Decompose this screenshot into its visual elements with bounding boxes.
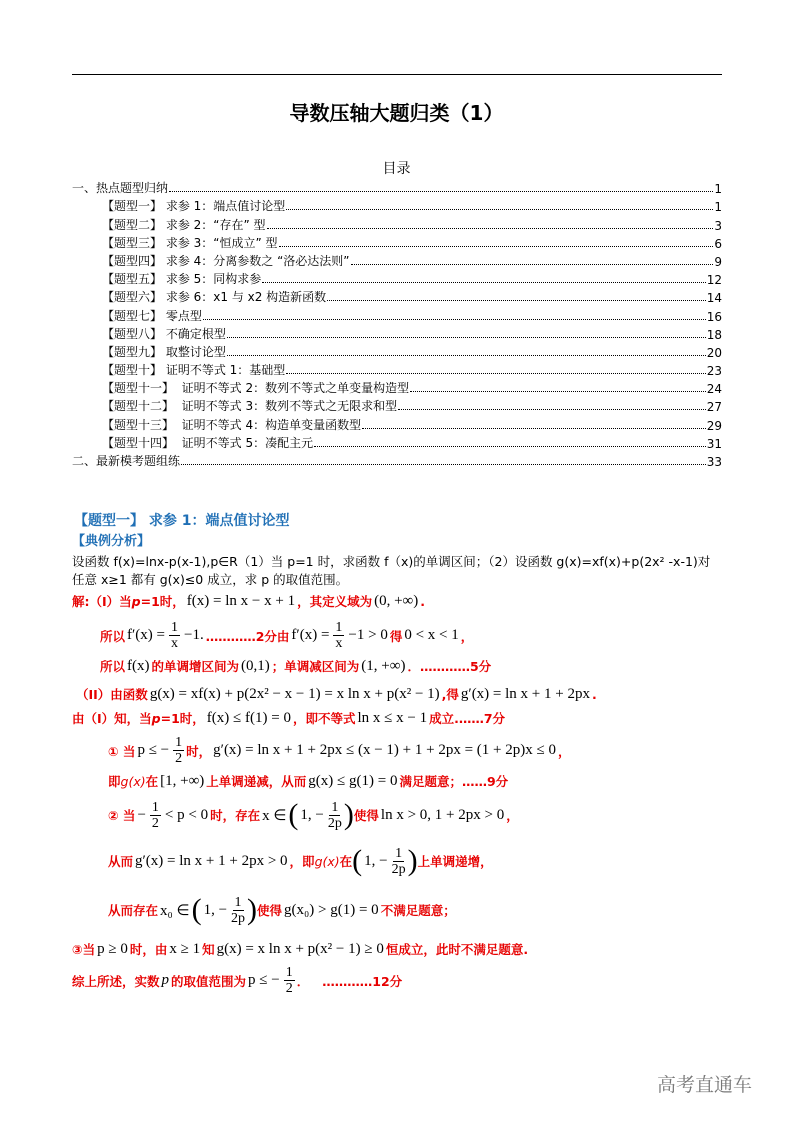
toc-page-number: 16 [706,309,722,324]
toc-entry[interactable] [72,269,722,287]
math: g′(x) = ln x + 1 + 2px ≤ (x − 1) + 1 + 2px = (1 + 2p)x ≤ 0 [213,742,556,758]
numerator: 1 [395,845,403,861]
text: 上单调递增， [417,854,493,869]
right-paren: ) [343,798,354,831]
numerator: 1 [171,620,178,635]
text: 所以 [100,628,126,644]
math: g(x₀) > g(1) = 0 [284,901,379,918]
toc-page-number: 14 [706,291,722,306]
solution-line-9 [108,844,493,878]
math: −1 > 0 [348,627,388,643]
denominator: 2p [231,910,246,926]
fraction [231,895,245,926]
numerator: 1 [331,799,339,815]
toc-entry[interactable] [72,324,722,342]
toc-page-number: 6 [714,236,722,251]
toc-entry[interactable] [72,251,722,269]
fraction [150,800,161,831]
toc-leader-dots [286,209,713,210]
text: 的单调增区间为 [151,659,240,674]
toc-leader-dots [279,246,714,247]
text: 成立.……7分 [429,711,506,726]
text: ，即不等式 [292,711,356,726]
toc-entry-label: 【题型四】 求参 4：分离参数之 “洛必达法则” [102,253,350,268]
section-heading: 【题型一】 求参 1：端点值讨论型 [74,513,290,529]
fraction [328,800,342,831]
text: ② 当 [108,808,136,823]
math: 1, − [203,901,228,918]
math: < p < 0 [164,806,209,823]
toc-leader-dots [362,428,706,429]
text: 在 [145,774,159,789]
math: −1. [184,627,204,643]
denominator: 2p [327,815,342,831]
toc-entry-label: 【题型六】 求参 6：x1 与 x2 构造新函数 [102,290,327,305]
solution-line-11 [72,940,528,958]
subsection-heading: 【典例分析】 [72,534,151,549]
toc-page-number: 23 [706,364,722,379]
text: 即 [108,774,121,789]
toc-entry-label: 【题型十四】 证明不等式 5：凑配主元 [102,435,314,450]
text: 从而存在 [108,903,159,918]
text: ③当 [72,942,96,957]
math: p [161,972,170,988]
toc-leader-dots [410,391,706,392]
toc-page-number: 29 [706,418,722,433]
text: 由（I）知，当 [72,711,152,726]
solution-line-7 [108,772,508,790]
math: f(x) [127,657,150,674]
text: ． …………12分 [296,973,403,989]
problem-line-1: 设函数 f(x)=lnx-p(x-1),p∈R（1）当 p=1 时，求函数 f（x)的单调区间；（2）设函数 g(x)=xf(x)+p(2x² -x-1)对 [72,554,711,569]
toc-page-number: 33 [706,455,722,469]
math: g′(x) = ln x + 1 + 2px [460,685,590,702]
numerator: 1 [234,894,242,910]
left-paren: ( [352,844,363,877]
math: ln x > 0, 1 + 2px > 0 [380,806,505,823]
numerator: 1 [151,799,159,815]
text: 使得 [257,903,283,918]
math: x₀ ∈ [160,902,190,919]
fraction [169,620,180,651]
math: [1, +∞) [160,772,205,789]
toc-entry[interactable] [72,196,722,214]
toc-leader-dots [227,355,706,356]
toc-page-number: 27 [706,400,722,415]
fraction [173,735,184,766]
text: 使得 [353,808,379,823]
math: f(x) = ln x − x + 1 [186,592,296,609]
toc-entry-label: 【题型七】 零点型 [102,308,202,323]
denominator: 2 [285,981,293,996]
toc-entry-label: 【题型二】 求参 2：“存在” 型 [102,217,266,232]
toc-page-number: 3 [714,218,722,233]
math: x ∈ [262,807,287,824]
denominator: x [171,636,178,651]
text: ，即 [289,854,315,869]
toc-entry[interactable] [72,414,722,432]
fraction [392,846,406,877]
text: =1时， [160,711,205,726]
solution-line-8 [108,798,519,832]
toc-page-number: 12 [706,273,722,288]
math: f′(x) = [291,627,330,643]
text: ．…………5分 [407,659,492,674]
text: …………2分由 [205,628,290,644]
right-paren: ) [247,893,258,926]
math: (1, +∞) [361,657,406,674]
toc-entry[interactable] [72,233,722,251]
math: 0 < x < 1 [404,627,459,643]
toc-leader-dots [314,446,706,447]
text: 上单调递减，从而 [206,774,307,789]
fraction [333,620,344,651]
text: ， [460,628,474,644]
denominator: 2 [175,751,183,766]
toc-entry[interactable] [72,287,722,305]
toc-entry[interactable] [72,378,722,396]
text: ,得 [441,687,459,702]
toc-entry-label: 【题型三】 求参 3：“恒成立” 型 [102,235,278,250]
text: 恒成立，此时不满足题意. [385,942,529,957]
denominator: x [335,636,343,651]
header-rule [72,74,722,75]
toc-entry-label: 【题型一】 求参 1：端点值讨论型 [102,199,286,214]
math: g(x) = x ln x + p(x² − 1) ≥ 0 [216,940,384,957]
math: p ≤ − [137,742,170,758]
toc-entry-label: 一、热点题型归纳 [72,181,169,196]
text: ， [557,743,571,759]
toc-leader-dots [227,337,706,338]
numerator: 1 [175,735,183,750]
text: （II）由函数 [76,687,148,702]
math: g(x) ≤ g(1) = 0 [308,772,398,789]
toc-entry[interactable] [72,214,722,232]
toc-leader-dots [203,319,706,320]
text: 从而 [108,854,134,869]
text: 时，存在 [210,808,261,823]
math: p ≤ − [248,972,280,988]
text: ， [506,808,519,823]
toc-leader-dots [169,191,713,192]
toc-heading: 目录 [382,161,411,177]
toc-entry-label: 【题型八】 不确定根型 [102,326,226,341]
toc-leader-dots [181,464,706,465]
toc-entry[interactable] [72,451,722,469]
text: ；单调减区间为 [271,659,360,674]
text: ，其定义域为 [297,594,373,609]
toc-page-number: 18 [706,327,722,342]
text: 时，由 [129,942,168,957]
text: ① 当 [108,743,136,759]
toc-page-number: 20 [706,345,722,360]
toc-leader-dots [262,282,705,283]
solution-line-4 [76,685,597,703]
text: . [591,686,597,702]
text: g(x) [314,853,340,869]
toc-entry-label: 【题型十】 证明不等式 1：基础型 [102,363,286,378]
solution-line-3 [100,657,491,675]
text: 满足题意；……9分 [399,774,509,789]
text: p [151,710,161,726]
toc-entry[interactable] [72,342,722,360]
toc-page-number: 1 [714,182,722,197]
text: 解:（I）当 [72,594,132,609]
math: 1, − [364,852,388,869]
solution-line-5 [72,709,505,727]
toc-page-number: 9 [714,254,722,269]
toc-page-number: 31 [706,436,722,451]
numerator: 1 [335,620,343,635]
math: ln x ≤ x − 1 [357,709,428,726]
toc-entry[interactable] [72,396,722,414]
text: 得 [389,628,403,644]
toc-page-number: 24 [706,382,722,397]
text: =1时， [140,594,185,609]
math: f(x) ≤ f(1) = 0 [206,709,291,726]
text: p [131,593,141,609]
math: (0, +∞) [374,592,419,609]
solution-line-6 [108,735,570,766]
text: 的取值范围为 [171,973,247,989]
text: 在 [339,854,353,869]
toc-leader-dots [351,264,714,265]
text: . [420,593,425,609]
toc-entry-label: 【题型十一】 证明不等式 2：数列不等式之单变量构造型 [102,381,410,396]
watermark: 高考直通车 [657,1074,753,1096]
math: f′(x) = [127,627,165,643]
math: x ≥ 1 [169,940,201,957]
toc-entry[interactable] [72,305,722,323]
fraction [284,965,295,996]
toc-entry-label: 【题型十二】 证明不等式 3：数列不等式之无限求和型 [102,399,398,414]
solution-line-1 [72,592,425,610]
math: g(x) = xf(x) + p(2x² − x − 1) = x ln x + p(x² − 1) [149,685,440,702]
solution-line-12 [72,965,402,996]
denominator: 2 [151,815,159,831]
problem-line-2: 任意 x≥1 都有 g(x)≤0 成立，求 p 的取值范围。 [72,572,349,587]
math: p ≥ 0 [97,940,128,957]
toc-entry-label: 二、最新模考题组练 [72,454,181,468]
toc-entry-label: 【题型十三】 证明不等式 4：构造单变量函数型 [102,417,362,432]
denominator: 2p [391,861,406,877]
toc-leader-dots [398,409,706,410]
toc-page-number: 1 [714,200,722,215]
left-paren: ( [191,893,202,926]
left-paren: ( [288,798,299,831]
toc-leader-dots [327,300,706,301]
toc-entry-label: 【题型五】 求参 5：同构求参 [102,272,262,287]
toc-entry[interactable] [72,433,722,451]
text: 知 [202,942,215,957]
numerator: 1 [285,965,293,980]
toc-leader-dots [286,373,705,374]
table-of-contents [72,178,722,469]
toc-entry[interactable] [72,360,722,378]
solution-line-10 [108,893,456,927]
toc-entry-label: 【题型九】 取整讨论型 [102,344,226,359]
right-paren: ) [407,844,418,877]
math: − [137,806,146,823]
math: (0,1) [241,657,270,674]
math: g′(x) = ln x + 1 + 2px > 0 [135,852,288,869]
solution-line-2 [100,620,473,651]
math: 1, − [300,806,324,823]
toc-leader-dots [267,228,714,229]
page-title: 导数压轴大题归类（1） [289,101,504,125]
toc-entry[interactable] [72,178,722,196]
text: 综上所述，实数 [72,973,160,989]
text: 时， [186,743,212,759]
text: 不满足题意； [380,903,456,918]
text: g(x) [120,773,146,789]
text: 所以 [100,659,126,674]
